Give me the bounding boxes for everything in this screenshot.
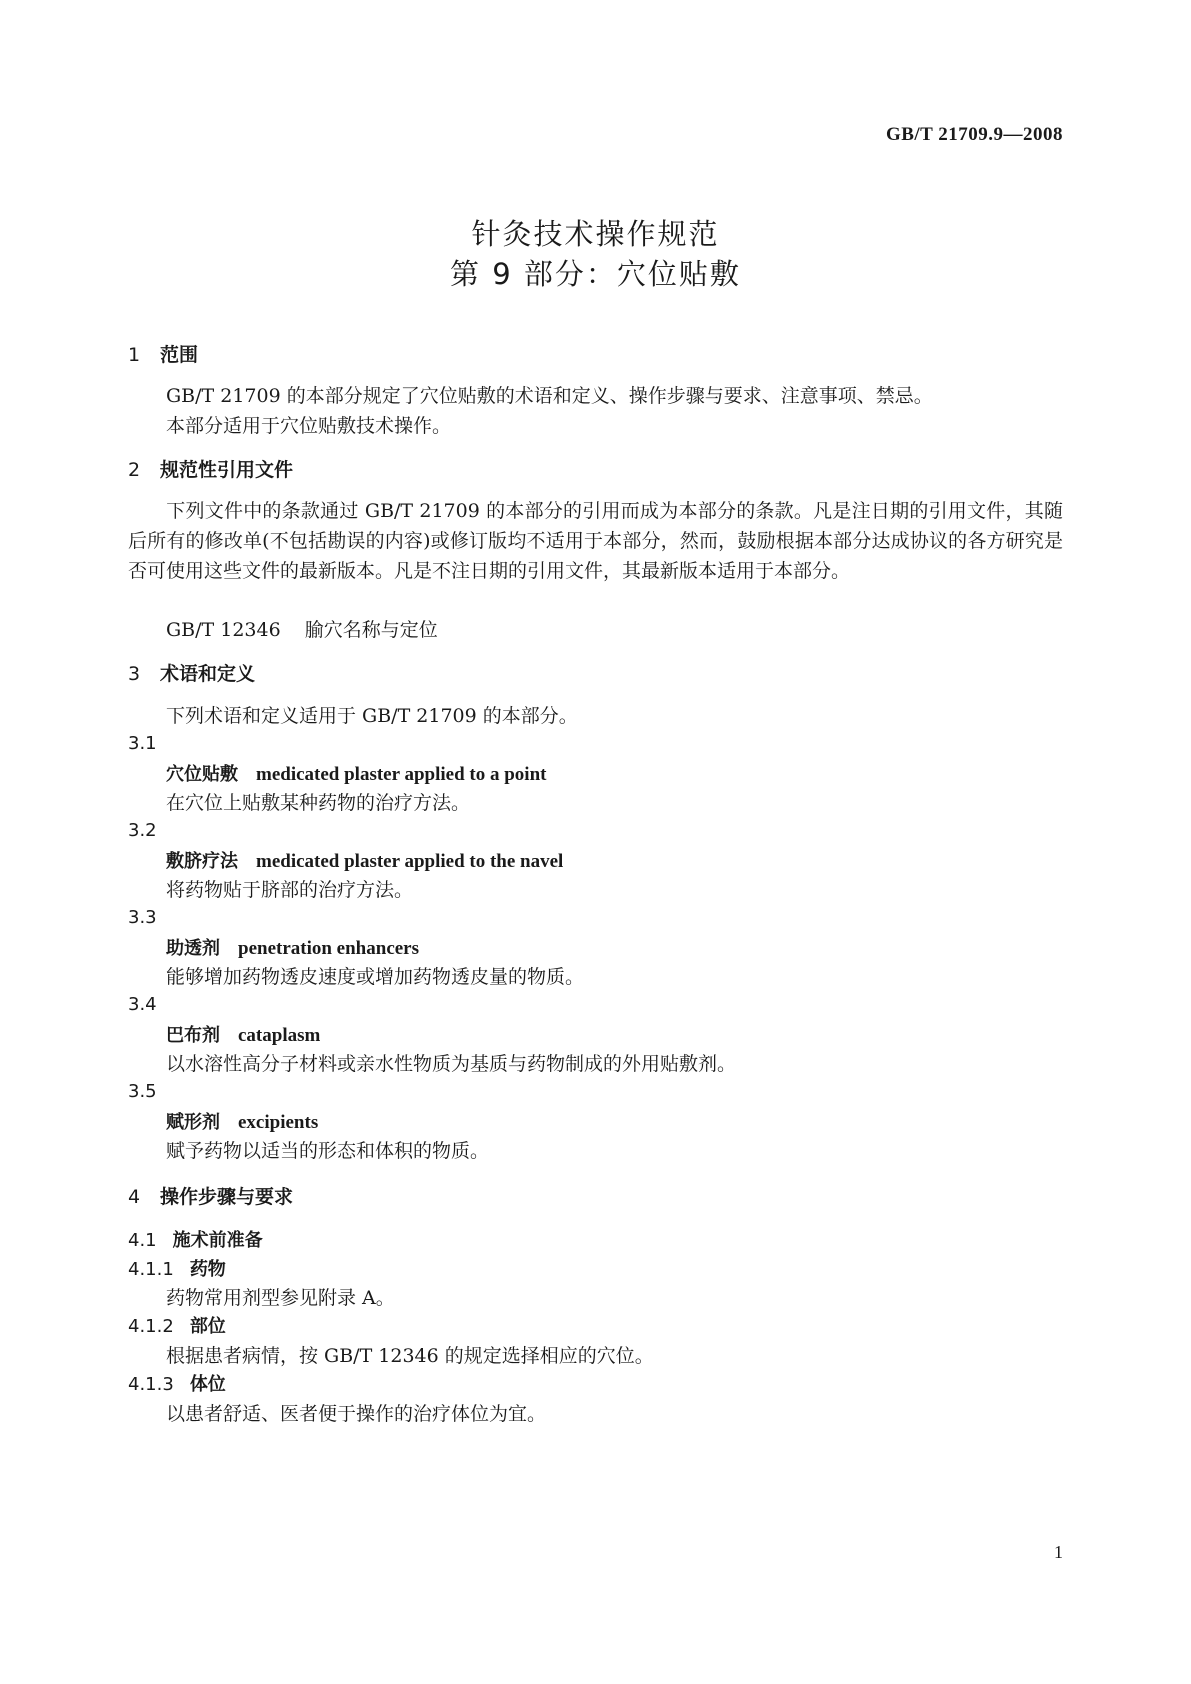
term-chinese: 巴布剂 bbox=[166, 1025, 220, 1046]
section-2-paragraph-text: 下列文件中的条款通过 GB/T 21709 的本部分的引用而成为本部分的条款。凡是注日期的引用文件，其随后所有的修改单(不包括勘误的内容)或修订版均不适用于本部分，然而，鼓励根据本部分达成协议的各方研究是否可使用这些文件的最新版本。凡是不注日期的引用文件，其最新版本适用于本部分。 bbox=[128, 500, 1063, 582]
section-number: 2 bbox=[128, 459, 141, 481]
term-chinese: 赋形剂 bbox=[166, 1112, 220, 1133]
clause-title: 药物 bbox=[189, 1259, 226, 1280]
section-4-heading bbox=[128, 1182, 293, 1209]
clause-number: 4.1.1 bbox=[128, 1259, 174, 1280]
clause-text: 药物常用剂型参见附录 A。 bbox=[166, 1287, 395, 1309]
term-number: 3.4 bbox=[128, 994, 157, 1015]
term-chinese: 穴位贴敷 bbox=[166, 764, 238, 785]
section-title: 规范性引用文件 bbox=[160, 459, 294, 481]
reference-code: GB/T 12346 bbox=[166, 619, 281, 641]
term-english: medicated plaster applied to a point bbox=[256, 764, 547, 785]
term-heading bbox=[166, 934, 419, 960]
subsection-title: 施术前准备 bbox=[172, 1230, 263, 1251]
subsection-number: 4.1 bbox=[128, 1230, 157, 1251]
section-1-heading bbox=[128, 340, 198, 367]
clause-heading bbox=[128, 1312, 226, 1338]
standard-code: GB/T 21709.9—2008 bbox=[885, 124, 1063, 145]
clause-title: 部位 bbox=[189, 1316, 226, 1337]
term-definition: 在穴位上贴敷某种药物的治疗方法。 bbox=[166, 792, 471, 814]
term-english: cataplasm bbox=[238, 1025, 321, 1046]
clause-heading bbox=[128, 1255, 226, 1281]
section-title: 范围 bbox=[160, 344, 199, 366]
clause-text: 根据患者病情，按 GB/T 12346 的规定选择相应的穴位。 bbox=[166, 1345, 654, 1367]
term-chinese: 助透剂 bbox=[166, 938, 220, 959]
section-2-heading bbox=[128, 455, 293, 482]
clause-heading bbox=[128, 1370, 226, 1396]
section-number: 3 bbox=[128, 663, 141, 685]
clause-text: 以患者舒适、医者便于操作的治疗体位为宜。 bbox=[166, 1403, 547, 1425]
clause-number: 4.1.2 bbox=[128, 1316, 174, 1337]
term-number: 3.2 bbox=[128, 820, 157, 841]
term-heading bbox=[166, 760, 546, 786]
term-english: excipients bbox=[238, 1112, 319, 1133]
section-1-paragraph-2: 本部分适用于穴位贴敷技术操作。 bbox=[166, 415, 452, 437]
section-number: 1 bbox=[128, 344, 141, 366]
clause-title: 体位 bbox=[189, 1374, 226, 1395]
title-line-2: 第 9 部分：穴位贴敷 bbox=[450, 257, 741, 291]
section-number: 4 bbox=[128, 1186, 141, 1208]
term-definition: 能够增加药物透皮速度或增加药物透皮量的物质。 bbox=[166, 966, 585, 988]
section-2-paragraph bbox=[128, 496, 1063, 586]
section-3-heading bbox=[128, 659, 255, 686]
term-chinese: 敷脐疗法 bbox=[166, 851, 238, 872]
section-title: 操作步骤与要求 bbox=[160, 1186, 294, 1208]
subsection-4-1-heading bbox=[128, 1226, 263, 1252]
section-3-intro: 下列术语和定义适用于 GB/T 21709 的本部分。 bbox=[166, 705, 578, 727]
normative-reference bbox=[166, 615, 438, 642]
term-number: 3.1 bbox=[128, 733, 157, 754]
term-heading bbox=[166, 847, 563, 873]
reference-title: 腧穴名称与定位 bbox=[304, 619, 438, 641]
term-definition: 赋予药物以适当的形态和体积的物质。 bbox=[166, 1140, 490, 1162]
term-heading bbox=[166, 1021, 320, 1047]
term-number: 3.5 bbox=[128, 1081, 157, 1102]
term-heading bbox=[166, 1108, 318, 1134]
term-definition: 以水溶性高分子材料或亲水性物质为基质与药物制成的外用贴敷剂。 bbox=[166, 1053, 737, 1075]
title-line-1: 针灸技术操作规范 bbox=[471, 217, 720, 251]
term-number: 3.3 bbox=[128, 907, 157, 928]
section-1-paragraph-1: GB/T 21709 的本部分规定了穴位贴敷的术语和定义、操作步骤与要求、注意事项、禁忌。 bbox=[166, 385, 933, 407]
section-title: 术语和定义 bbox=[160, 663, 256, 685]
page-number: 1 bbox=[1054, 1542, 1063, 1562]
term-definition: 将药物贴于脐部的治疗方法。 bbox=[166, 879, 414, 901]
term-english: penetration enhancers bbox=[238, 938, 420, 959]
clause-number: 4.1.3 bbox=[128, 1374, 174, 1395]
term-english: medicated plaster applied to the navel bbox=[256, 851, 564, 872]
